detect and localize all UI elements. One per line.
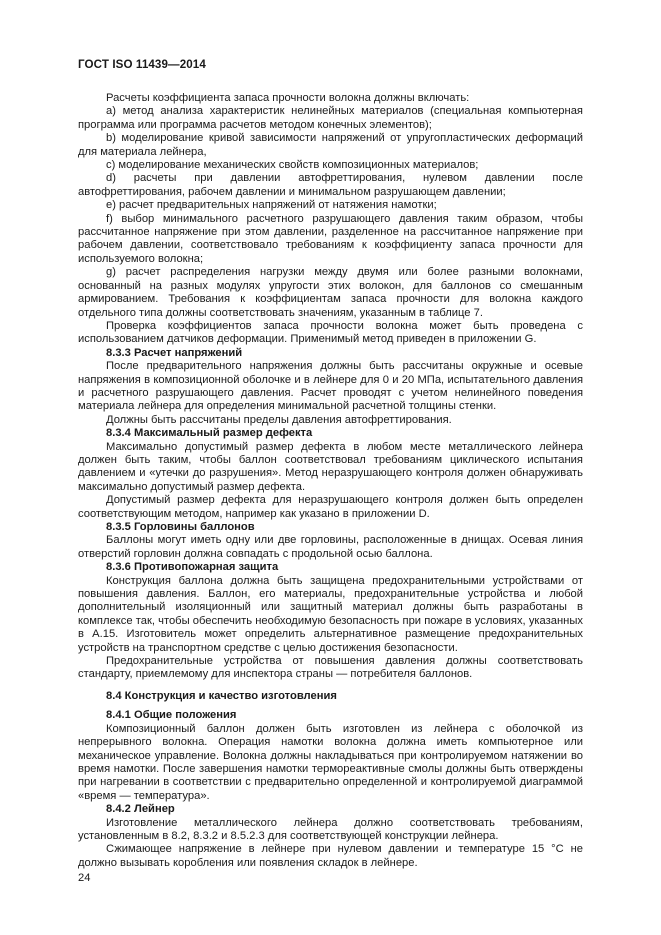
- subsection-heading: 8.3.4 Максимальный размер дефекта: [106, 427, 313, 440]
- paragraph: Баллоны могут иметь одну или две горловины, расположенные в днищах. Осевая линия отверстий горловин должна совпадать с продольной осью баллона.: [78, 534, 583, 560]
- paragraph: c) моделирование механических свойств композиционных материалов;: [106, 159, 479, 172]
- paragraph: Должны быть рассчитаны пределы давления автофреттирования.: [106, 413, 452, 426]
- paragraph: a) метод анализа характеристик нелинейных материалов (специальная компьютерная программа или программа расчетов методом конечных элементов);: [78, 105, 583, 131]
- paragraph: Сжимающее напряжение в лейнере при нулевом давлении и температуре 15 °С не должно вызывать коробления или появления складок в лейнере.: [78, 843, 583, 869]
- subsection-heading: 8.4.2 Лейнер: [106, 803, 175, 816]
- subsection-heading: 8.3.5 Горловины баллонов: [106, 521, 255, 533]
- paragraph: Композиционный баллон должен быть изготовлен из лейнера с оболочкой из непрерывного волокна. Операция намотки волокна должна иметь компьютерное или механическое управление. Волокна должны накладываться при контролируемом натяжении во время намотки. После завершения намотки термореактивные смолы должны быть отверждены при нагревании в соответствии с предварительно определенной и контролируемой диаграммой «время — температура».: [78, 722, 583, 802]
- document-body: [78, 92, 583, 870]
- paragraph: d) расчеты при давлении автофреттирования, нулевом давлении после автофреттирования, рабочем давлении и минимальном разрушающем давлении;: [78, 172, 583, 198]
- paragraph: f) выбор минимального расчетного разрушающего давления таким образом, чтобы рассчитанное напряжение при этом давлении, разделенное на рассчитанное напряжение при рабочем давлении, соответствовало требованиям к коэффициенту запаса прочности для используемого волокна;: [78, 212, 583, 265]
- paragraph: Конструкция баллона должна быть защищена предохранительными устройствами от повышения давления. Баллон, его материалы, предохранительные устройства и любой дополнительный изоляционный или защитный материал должны быть разработаны в комплексе так, чтобы обеспечить необходимую безопасность при пожаре в условиях, указанных в А.15. Изготовитель может определить альтернативное размещение предохранительных устройств на транспортном средстве с целью достижения безопасности.: [78, 574, 583, 654]
- paragraph: Предохранительные устройства от повышения давления должны соответствовать стандарту, приемлемому для инспектора страны — потребителя баллонов.: [78, 655, 583, 681]
- paragraph: После предварительного напряжения должны быть рассчитаны окружные и осевые напряжения в композиционной оболочке и в лейнере для 0 и 20 МПа, испытательного давления и расчетного разрушающего давления. Расчет проводят с учетом нелинейного поведения материала лейнера для определения минимальной расчетной толщины стенки.: [78, 360, 583, 413]
- page-header-standard: ГОСТ ISO 11439—2014: [78, 58, 206, 71]
- paragraph: Максимально допустимый размер дефекта в любом месте металлического лейнера должен быть таким, чтобы баллон соответствовал требованиям циклического испытания давлением и «утечки до разрушения». Метод неразрушающего контроля должен обнаруживать максимально допустимый размер дефекта.: [78, 440, 583, 493]
- paragraph: Расчеты коэффициента запаса прочности волокна должны включать:: [106, 92, 470, 104]
- paragraph: Допустимый размер дефекта для неразрушающего контроля должен быть определен соответствующим методом, например как указано в приложении D.: [78, 494, 583, 520]
- subsection-heading: 8.3.3 Расчет напряжений: [106, 346, 243, 359]
- paragraph: Проверка коэффициентов запаса прочности волокна может быть проведена с использованием датчиков деформации. Применимый метод приведен в приложении G.: [78, 319, 583, 346]
- paragraph: Изготовление металлического лейнера должно соответствовать требованиям, установленным в 8.2, 8.3.2 и 8.5.2.3 для соответствующей конструкции лейнера.: [78, 816, 583, 842]
- subsection-heading: 8.3.6 Противопожарная защита: [106, 561, 279, 574]
- section-heading: 8.4 Конструкция и качество изготовления: [106, 689, 337, 702]
- paragraph: b) моделирование кривой зависимости напряжений от упругопластических деформаций для материала лейнера,: [78, 132, 583, 158]
- page-number: 24: [78, 872, 91, 884]
- paragraph: e) расчет предварительных напряжений от натяжения намотки;: [106, 199, 437, 212]
- paragraph: g) расчет распределения нагрузки между двумя или более разными волокнами, основанный на разных модулях упругости этих волокон, для баллонов со смешанным армированием. Требования к коэффициентам запаса прочности для волокна каждого отдельного типа должны соответствовать значениям, указанным в таблице 7.: [78, 266, 583, 319]
- subsection-heading: 8.4.1 Общие положения: [106, 709, 237, 722]
